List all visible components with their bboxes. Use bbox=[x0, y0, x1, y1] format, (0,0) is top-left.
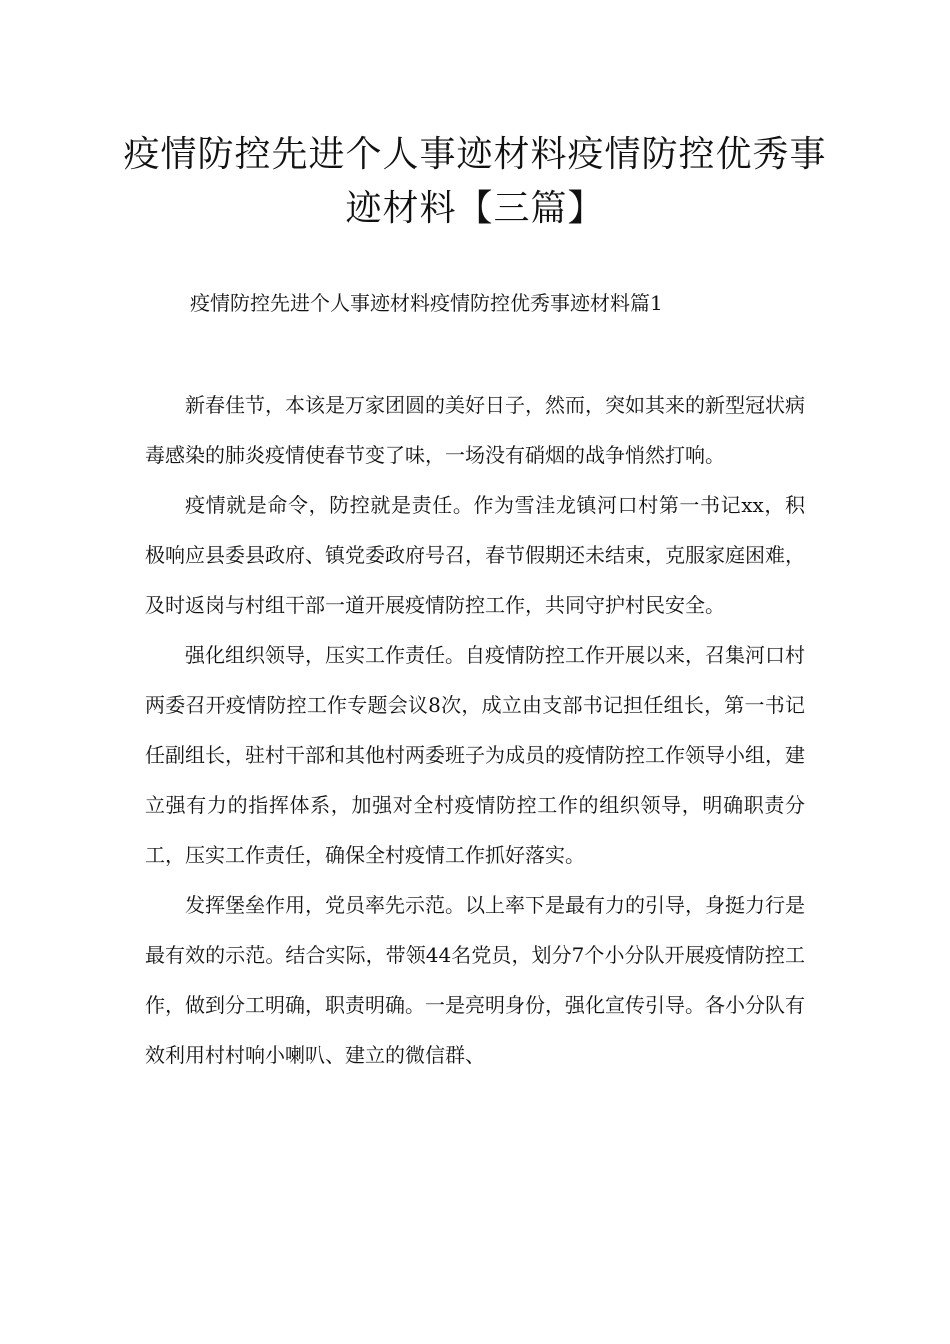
paragraph: 强化组织领导，压实工作责任。自疫情防控工作开展以来，召集河口村两委召开疫情防控工作专题会议8次，成立由支部书记担任组长，第一书记任副组长，驻村干部和其他村两委班子为成员的疫情防控工作领导小组，建立强有力的指挥体系，加强对全村疫情防控工作的组织领导，明确职责分工，压实工作责任，确保全村疫情工作抓好落实。 bbox=[145, 643, 805, 867]
document-body bbox=[145, 380, 805, 1080]
paragraph: 发挥堡垒作用，党员率先示范。以上率下是最有力的引导，身挺力行是最有效的示范。结合实际，带领44名党员，划分7个小分队开展疫情防控工作，做到分工明确，职责明确。一是亮明身份，强化宣传引导。各小分队有效利用村村响小喇叭、建立的微信群、 bbox=[145, 893, 805, 1067]
section-heading: 疫情防控先进个人事迹材料疫情防控优秀事迹材料篇1 bbox=[190, 291, 663, 315]
document-title: 疫情防控先进个人事迹材料疫情防控优秀事迹材料【三篇】 bbox=[123, 134, 827, 229]
paragraph: 疫情就是命令，防控就是责任。作为雪洼龙镇河口村第一书记xx，积极响应县委县政府、镇党委政府号召，春节假期还未结束，克服家庭困难，及时返岗与村组干部一道开展疫情防控工作，共同守护村民安全。 bbox=[145, 493, 805, 617]
paragraph: 新春佳节，本该是万家团圆的美好日子，然而，突如其来的新型冠状病毒感染的肺炎疫情使春节变了味，一场没有硝烟的战争悄然打响。 bbox=[145, 393, 805, 467]
